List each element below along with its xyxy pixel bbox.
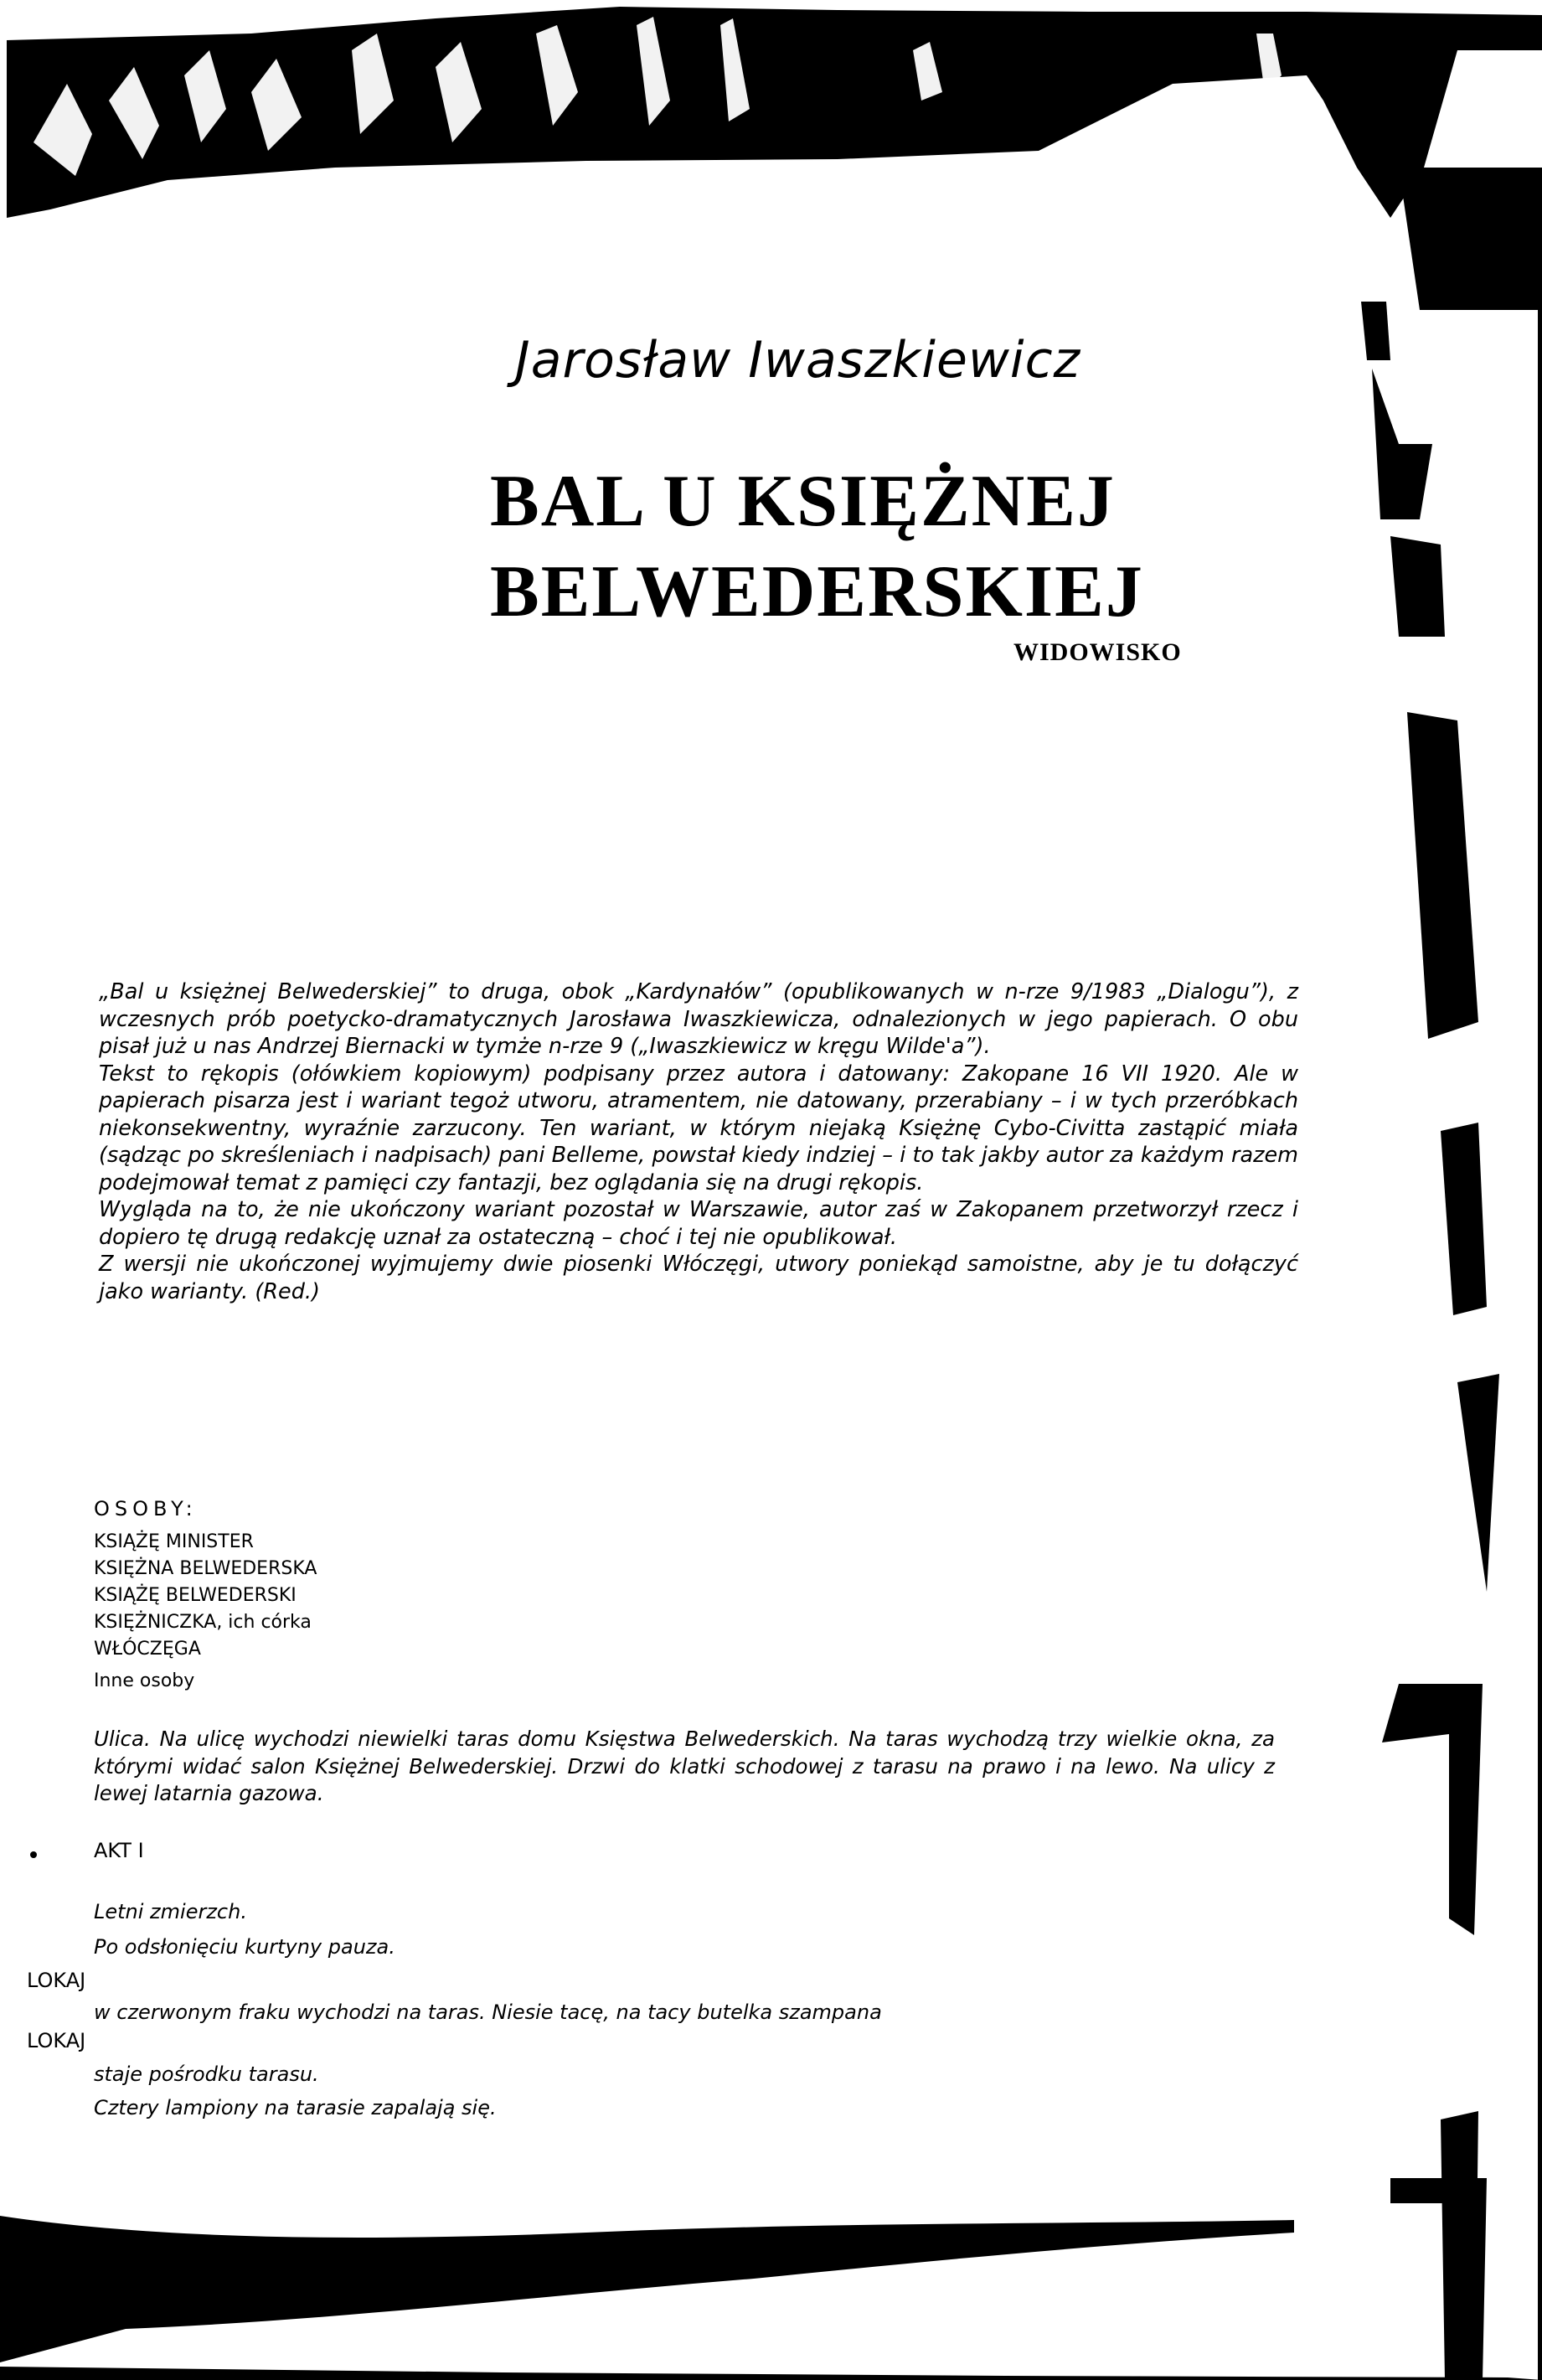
person-item: KSIĘŻNICZKA, ich córka: [94, 1612, 312, 1633]
title-line-2: BELWEDERSKIEJ: [490, 551, 1144, 632]
decorative-edge-image: [1307, 168, 1542, 2380]
stage-direction: w czerwonym fraku wychodzi na taras. Niesie tacę, na tacy butelka szampana: [94, 2001, 882, 2024]
person-item: WŁÓCZĘGA: [94, 1639, 201, 1660]
dramatis-personae: [94, 1495, 317, 1695]
note-paragraph: Wygląda na to, że nie ukończony wariant pozostał w Warszawie, autor zaś w Zakopanem przetworzył rzecz i dopiero tę drugą redakcję uznał za ostateczną – choć i tej nie opublikował.: [99, 1197, 1298, 1250]
decorative-bottom-shadow: [0, 2178, 1542, 2380]
page-title: [490, 457, 1144, 638]
act-heading: AKT I: [94, 1839, 144, 1862]
stage-direction: staje pośrodku tarasu.: [94, 2062, 319, 2086]
persons-heading: OSOBY:: [94, 1497, 198, 1520]
note-paragraph: Z wersji nie ukończonej wyjmujemy dwie piosenki Włóczęgi, utwory poniekąd samoistne, aby je tu dołączyć jako warianty. (Red.): [99, 1252, 1298, 1304]
person-item: KSIĘŻNA BELWEDERSKA: [94, 1558, 317, 1579]
note-paragraph: Tekst to rękopis (ołówkiem kopiowym) podpisany przez autora i datowany: Zakopane 16 VII 1920. Ale w papierach pisarza jest i wariant tegoż utworu, atramentem, nie datowany, przerabiany – i w tych przeróbkach niekonsekwentny, wyraźnie zarzucony. Ten wariant, w którym niejaką Księżnę Cybo-Civitta zastąpić miała (sądząc po skreśleniach i nadpisach) pani Belleme, powstał kiedy indziej – i to tak jakby autor za każdym razem podejmował temat z pamięci czy fantazji, bez oglądania się na drugi rękopis.: [99, 1061, 1298, 1195]
stage-setting: [94, 1726, 1275, 1808]
stage-direction: Cztery lampiony na tarasie zapalają się.: [94, 2096, 497, 2119]
other-persons: Inne osoby: [94, 1670, 195, 1691]
person-item: KSIĄŻĘ BELWEDERSKI: [94, 1585, 297, 1606]
speaker-name: LOKAJ: [27, 1969, 86, 1992]
note-paragraph: „Bal u księżnej Belwederskiej” to druga, obok „Kardynałów” (opublikowanych w n-rze 9/1983 „Dialogu”), z wczesnych prób poetycko-dramatycznych Jarosława Iwaszkiewicza, odnalezionych w jego papierach. O obu pisał już u nas Andrzej Biernacki w tymże n-rze 9 („Iwaszkiewicz w kręgu Wilde'a”).: [99, 979, 1298, 1059]
author-name: Jarosław Iwaszkiewicz: [515, 331, 1081, 390]
speaker-name: LOKAJ: [27, 2029, 86, 2052]
genre-subtitle: WIDOWISKO: [1013, 638, 1182, 666]
stage-direction: Po odsłonięciu kurtyny pauza.: [94, 1935, 395, 1959]
editorial-note: [99, 978, 1298, 1305]
stage-direction: Letni zmierzch.: [94, 1900, 247, 1923]
stage-setting-text: Ulica. Na ulicę wychodzi niewielki taras domu Księstwa Belwederskich. Na taras wychodzą trzy wielkie okna, za którymi widać salon Księżnej Belwederskiej. Drzwi do klatki schodowej z tarasu na prawo i na lewo. Na ulicy z lewej latarnia gazowa.: [94, 1727, 1275, 1805]
title-line-1: BAL U KSIĘŻNEJ: [490, 461, 1116, 542]
bullet-mark: [30, 1851, 37, 1858]
person-item: KSIĄŻĘ MINISTER: [94, 1531, 254, 1552]
